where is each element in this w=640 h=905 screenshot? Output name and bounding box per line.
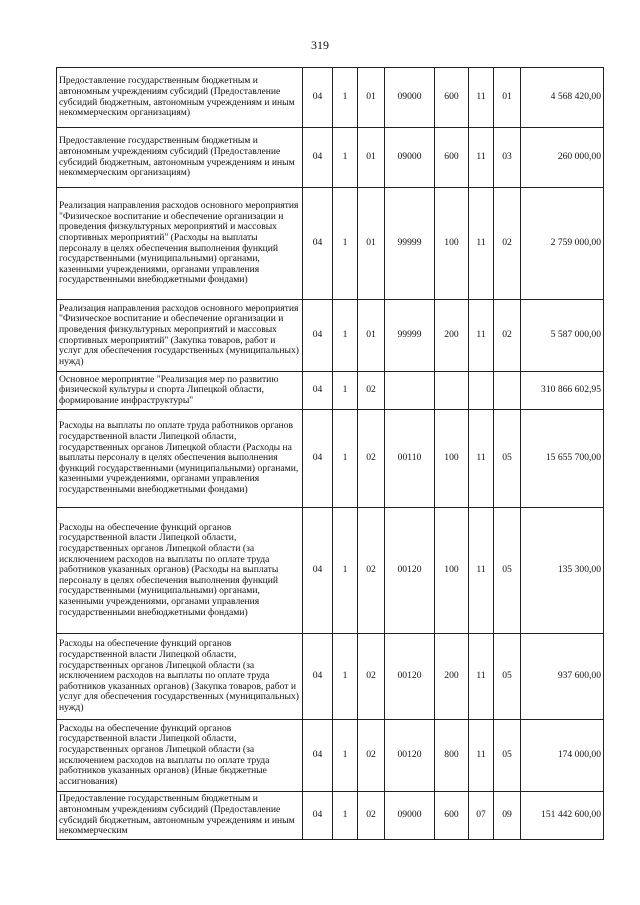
cell-program: 1 <box>333 792 358 840</box>
cell-program: 1 <box>333 128 358 188</box>
cell-section: 04 <box>303 68 333 128</box>
cell-program: 1 <box>333 372 358 410</box>
cell-direction: 00120 <box>385 634 435 720</box>
cell-expense-type: 600 <box>435 128 469 188</box>
cell-subdivision: 05 <box>494 634 521 720</box>
cell-description: Расходы на выплаты по оплате труда работников органов государственной власти Липецкой области, государственных органов Липецкой области (Расходы на выплаты персоналу в целях обеспечения выполнения функций государственными (муниципальными) органами, казенными учреждениями, органами управления государственными внебюджетными фондами) <box>57 410 303 508</box>
cell-description: Предоставление государственным бюджетным и автономным учреждениям субсидий (Предоставление субсидий бюджетным, автономным учреждениям и иным некоммерческим организациям) <box>57 128 303 188</box>
table-row <box>57 792 604 840</box>
table-row <box>57 508 604 634</box>
cell-amount: 15 655 700,00 <box>521 410 604 508</box>
cell-subdivision: 05 <box>494 720 521 792</box>
cell-direction: 00120 <box>385 720 435 792</box>
cell-expense-type: 100 <box>435 410 469 508</box>
table-row <box>57 128 604 188</box>
cell-description: Реализация направления расходов основного мероприятия "Физическое воспитание и обеспечение организации и проведения физкультурных мероприятий и массовых спортивных мероприятий" (Закупка товаров, работ и услуг для обеспечения государственных (муниципальных) нужд) <box>57 300 303 372</box>
cell-section: 04 <box>303 410 333 508</box>
cell-program: 1 <box>333 720 358 792</box>
cell-direction: 00110 <box>385 410 435 508</box>
cell-section: 04 <box>303 188 333 300</box>
cell-division: 11 <box>469 410 494 508</box>
cell-direction: 99999 <box>385 188 435 300</box>
table-row <box>57 68 604 128</box>
cell-expense-type <box>435 372 469 410</box>
cell-subdivision: 09 <box>494 792 521 840</box>
table-row <box>57 188 604 300</box>
cell-amount: 5 587 000,00 <box>521 300 604 372</box>
cell-subprogram: 02 <box>358 372 385 410</box>
cell-subdivision: 05 <box>494 508 521 634</box>
cell-division <box>469 372 494 410</box>
cell-section: 04 <box>303 792 333 840</box>
budget-table <box>56 67 604 840</box>
cell-subprogram: 01 <box>358 188 385 300</box>
cell-description: Основное мероприятие "Реализация мер по развитию физической культуры и спорта Липецкой области, формирование инфраструктуры" <box>57 372 303 410</box>
cell-division: 11 <box>469 720 494 792</box>
cell-description: Расходы на обеспечение функций органов государственной власти Липецкой области, государственных органов Липецкой области (за исключением расходов на выплаты по оплате труда работников указанных органов) (Расходы на выплаты персоналу в целях обеспечения выполнения функций государственными (муниципальными) органами, казенными учреждениями, органами управления государственными внебюджетными фондами) <box>57 508 303 634</box>
cell-amount: 310 866 602,95 <box>521 372 604 410</box>
cell-subprogram: 02 <box>358 720 385 792</box>
cell-section: 04 <box>303 300 333 372</box>
cell-section: 04 <box>303 508 333 634</box>
cell-amount: 2 759 000,00 <box>521 188 604 300</box>
cell-program: 1 <box>333 410 358 508</box>
cell-amount: 937 600,00 <box>521 634 604 720</box>
cell-subdivision: 01 <box>494 68 521 128</box>
cell-subprogram: 02 <box>358 792 385 840</box>
cell-description: Расходы на обеспечение функций органов государственной власти Липецкой области, государственных органов Липецкой области (за исключением расходов на выплаты по оплате труда работников указанных органов) (Иные бюджетные ассигнования) <box>57 720 303 792</box>
cell-direction: 09000 <box>385 792 435 840</box>
cell-expense-type: 600 <box>435 792 469 840</box>
cell-subprogram: 01 <box>358 68 385 128</box>
cell-program: 1 <box>333 634 358 720</box>
cell-direction: 99999 <box>385 300 435 372</box>
table-row <box>57 300 604 372</box>
cell-amount: 135 300,00 <box>521 508 604 634</box>
cell-subprogram: 02 <box>358 634 385 720</box>
cell-division: 11 <box>469 128 494 188</box>
cell-subdivision: 02 <box>494 188 521 300</box>
cell-expense-type: 100 <box>435 508 469 634</box>
cell-direction: 00120 <box>385 508 435 634</box>
cell-section: 04 <box>303 372 333 410</box>
cell-direction <box>385 372 435 410</box>
cell-program: 1 <box>333 188 358 300</box>
cell-division: 07 <box>469 792 494 840</box>
cell-amount: 4 568 420,00 <box>521 68 604 128</box>
cell-direction: 09000 <box>385 68 435 128</box>
cell-expense-type: 800 <box>435 720 469 792</box>
page-number: 319 <box>311 38 329 52</box>
cell-expense-type: 200 <box>435 634 469 720</box>
table-row <box>57 720 604 792</box>
cell-division: 11 <box>469 508 494 634</box>
table-row <box>57 372 604 410</box>
cell-expense-type: 200 <box>435 300 469 372</box>
cell-expense-type: 600 <box>435 68 469 128</box>
cell-program: 1 <box>333 68 358 128</box>
cell-division: 11 <box>469 188 494 300</box>
cell-section: 04 <box>303 128 333 188</box>
table-row <box>57 410 604 508</box>
cell-expense-type: 100 <box>435 188 469 300</box>
cell-subdivision: 05 <box>494 410 521 508</box>
cell-subprogram: 01 <box>358 128 385 188</box>
cell-subdivision: 02 <box>494 300 521 372</box>
cell-subprogram: 02 <box>358 410 385 508</box>
cell-description: Расходы на обеспечение функций органов государственной власти Липецкой области, государственных органов Липецкой области (за исключением расходов на выплаты по оплате труда работников указанных органов) (Закупка товаров, работ и услуг для обеспечения государственных (муниципальных) нужд) <box>57 634 303 720</box>
cell-division: 11 <box>469 300 494 372</box>
cell-program: 1 <box>333 508 358 634</box>
cell-amount: 151 442 600,00 <box>521 792 604 840</box>
cell-division: 11 <box>469 634 494 720</box>
cell-program: 1 <box>333 300 358 372</box>
cell-description: Предоставление государственным бюджетным и автономным учреждениям субсидий (Предоставление субсидий бюджетным, автономным учреждениям и иным некоммерческим организациям) <box>57 68 303 128</box>
table-row <box>57 634 604 720</box>
cell-section: 04 <box>303 634 333 720</box>
cell-subprogram: 02 <box>358 508 385 634</box>
cell-subprogram: 01 <box>358 300 385 372</box>
cell-subdivision <box>494 372 521 410</box>
cell-direction: 09000 <box>385 128 435 188</box>
cell-description: Предоставление государственным бюджетным и автономным учреждениям субсидий (Предоставление субсидий бюджетным, автономным учреждениям и иным некоммерческим <box>57 792 303 840</box>
cell-subdivision: 03 <box>494 128 521 188</box>
cell-amount: 260 000,00 <box>521 128 604 188</box>
cell-section: 04 <box>303 720 333 792</box>
cell-amount: 174 000,00 <box>521 720 604 792</box>
cell-description: Реализация направления расходов основного мероприятия "Физическое воспитание и обеспечение организации и проведения физкультурных мероприятий и массовых спортивных мероприятий" (Расходы на выплаты персоналу в целях обеспечения выполнения функций государственными (муниципальными) органами, казенными учреждениями, органами управления государственными внебюджетными фондами) <box>57 188 303 300</box>
cell-division: 11 <box>469 68 494 128</box>
